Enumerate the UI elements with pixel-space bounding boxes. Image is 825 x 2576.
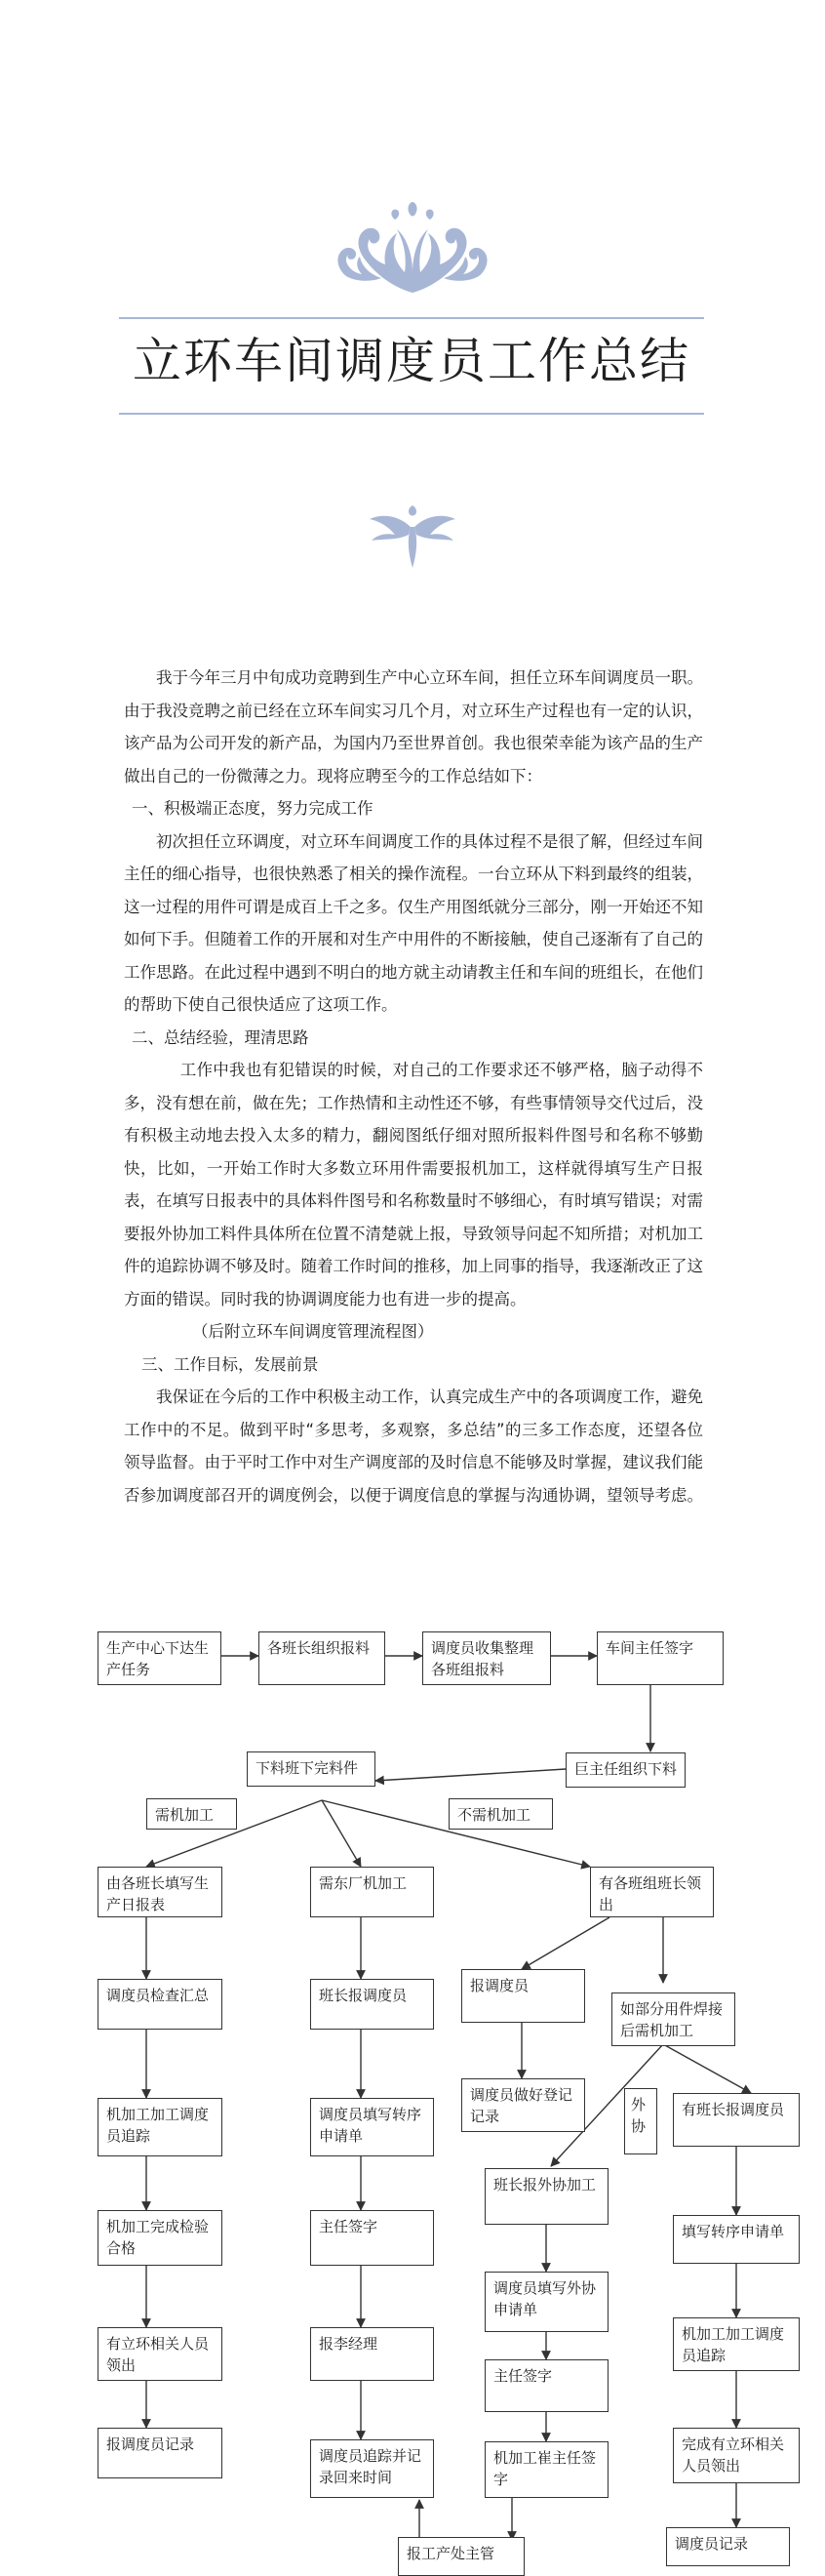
flow-node: 车间主任签字	[597, 1631, 724, 1685]
flow-node: 调度员收集整理各班组报料	[422, 1631, 551, 1685]
flow-label: 不需机加工	[449, 1798, 553, 1830]
flow-label: 外协	[624, 2088, 657, 2154]
flowchart-connectors	[0, 1600, 825, 2556]
flow-node: 班长报调度员	[310, 1979, 434, 2030]
flow-node: 由各班长填写生产日报表	[98, 1867, 222, 1917]
flow-node: 班长报外协加工	[485, 2168, 609, 2225]
paragraph-intro: 我于今年三月中旬成功竞聘到生产中心立环车间，担任立环车间调度员一职。由于我没竞聘之前已经在立环车间实习几个月，对立环生产过程也有一定的认识，该产品为公司开发的新产品，为国内乃至世界首创。我也很荣幸能为该产品的生产做出自己的一份微薄之力。现将应聘至今的工作总结如下：	[124, 668, 703, 785]
flow-node: 调度员检查汇总	[98, 1979, 222, 2030]
flow-node: 填写转序申请单	[673, 2215, 800, 2264]
section-heading-3: 三、工作目标，发展前景	[141, 1354, 319, 1374]
flow-node: 调度员追踪并记录回来时间	[310, 2439, 434, 2498]
flow-node: 完成有立环相关人员领出	[673, 2428, 800, 2483]
title-bottom-rule	[119, 413, 704, 415]
flow-node: 调度员填写外协申请单	[485, 2272, 609, 2332]
flow-node: 有各班组班长领出	[590, 1867, 714, 1917]
floral-ornament-top-icon	[327, 200, 498, 298]
flow-node: 机加工完成检验合格	[98, 2210, 222, 2266]
flowchart-note: （后附立环车间调度管理流程图）	[192, 1322, 434, 1341]
section-heading-1: 一、积极端正态度，努力完成工作	[132, 799, 373, 818]
flow-node: 生产中心下达生产任务	[98, 1631, 221, 1685]
flow-node: 调度员做好登记记录	[461, 2078, 585, 2132]
flow-node: 机加工加工调度员追踪	[673, 2317, 800, 2371]
section-heading-2: 二、总结经验，理清思路	[132, 1027, 309, 1047]
paragraph-section-2: 工作中我也有犯错误的时候，对自己的工作要求还不够严格，脑子动得不多，没有想在前，做在先；工作热情和主动性还不够，有些事情领导交代过后，没有积极主动地去投入太多的精力，翻阅图纸仔细对照所报料件图号和名称不够勤快，比如，一开始工作时大多数立环用件需要报机加工，这样就得填写生产日报表，在填写日报表中的具体料件图号和名称数量时不够细心，有时填写错误；对需要报外协加工料件具体所在位置不清楚就上报，导致领导问起不知所措；对机加工件的追踪协调不够及时。随着工作时间的推移，加上同事的指导，我逐渐改正了这方面的错误。同时我的协调调度能力也有进一步的提高。	[124, 1061, 703, 1308]
flow-node: 各班长组织报料	[258, 1631, 385, 1685]
flow-node: 调度员填写转序申请单	[310, 2098, 434, 2156]
flow-node: 报李经理	[310, 2327, 434, 2381]
flow-node: 报工产处主管	[398, 2537, 525, 2576]
flow-node: 有班长报调度员	[673, 2093, 800, 2147]
document-title: 立环车间调度员工作总结	[133, 333, 690, 389]
paragraph-section-3: 我保证在今后的工作中积极主动工作，认真完成生产中的各项调度工作，避免工作中的不足。做到平时“多思考，多观察，多总结”的三多工作态度，还望各位领导监督。由于平时工作中对生产调度部的及时信息不能够及时掌握，建议我们能否参加调度部召开的调度例会，以便于调度信息的掌握与沟通协调，望领导考虑。	[124, 1388, 703, 1505]
flow-node: 有立环相关人员领出	[98, 2327, 222, 2381]
flow-node: 需东厂机加工	[310, 1867, 434, 1917]
flow-node: 主任签字	[310, 2210, 434, 2266]
floral-ornament-bottom-icon	[366, 505, 459, 570]
flow-node: 巨主任组织下料	[566, 1752, 686, 1788]
title-top-rule	[119, 317, 704, 319]
document-body	[124, 662, 703, 1511]
flow-node: 机加工加工调度员追踪	[98, 2098, 222, 2156]
flow-node: 调度员记录	[666, 2527, 790, 2566]
flow-node: 如部分用件焊接后需机加工	[611, 1992, 735, 2046]
flow-node: 主任签字	[485, 2359, 609, 2412]
flow-node: 下料班下完料件	[247, 1751, 375, 1787]
flow-node: 报调度员	[461, 1969, 585, 2023]
flow-label: 需机加工	[146, 1798, 237, 1830]
flow-node: 报调度员记录	[98, 2428, 222, 2478]
flow-node: 机加工崔主任签字	[485, 2441, 609, 2498]
paragraph-section-1: 初次担任立环调度，对立环车间调度工作的具体过程不是很了解，但经过车间主任的细心指导，也很快熟悉了相关的操作流程。一台立环从下料到最终的组装，这一过程的用件可谓是成百上千之多。仅生产用图纸就分三部分，刚一开始还不知如何下手。但随着工作的开展和对生产中用件的不断接触，使自己逐渐有了自己的工作思路。在此过程中遇到不明白的地方就主动请教主任和车间的班组长，在他们的帮助下使自己很快适应了这项工作。	[124, 831, 703, 1014]
